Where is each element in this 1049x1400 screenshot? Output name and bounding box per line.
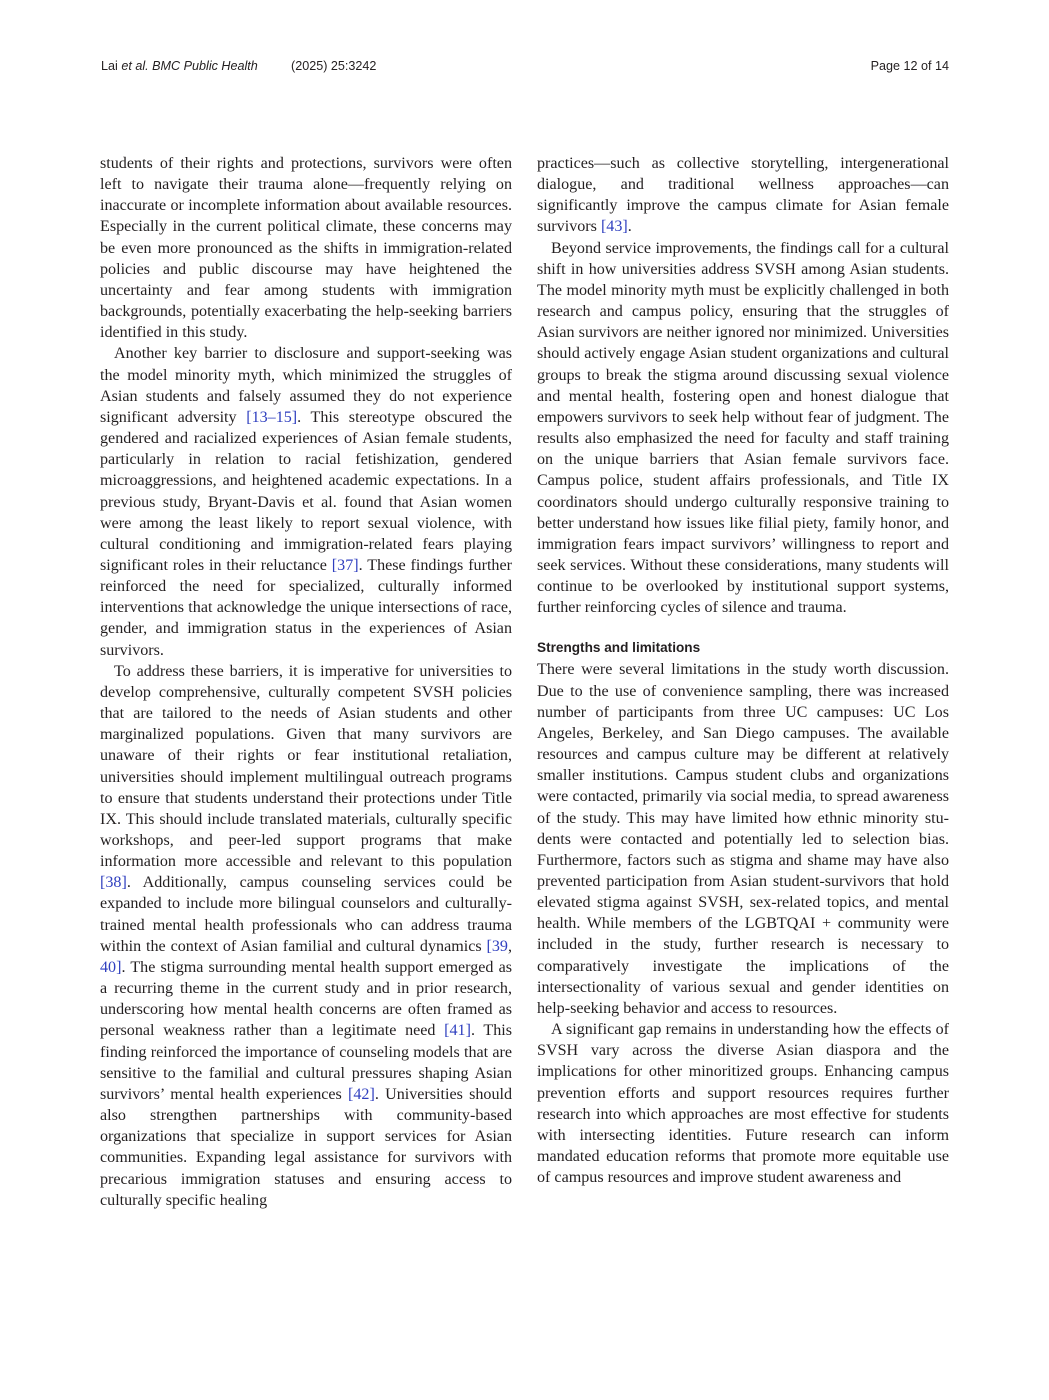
text-run: . These findings further reinforced the need for specialized, culturally informed interventions that acknowledge the unique intersections of race, gender, and immigration status in the experiences of Asian survivors. [100,556,512,659]
paragraph: A significant gap remains in understanding how the effects of SVSH vary across the diverse Asian diaspora and the implications for other minoritized groups. Enhancing campus prevention efforts and support resources requires further research into which approaches are most effective for students with intersecting identities. Future research can inform mandated education reforms that promote more equitable use of campus resources and improve student awareness and [537,1021,949,1187]
citation-link[interactable]: [38] [100,874,127,892]
citation-link[interactable]: 40] [100,958,122,976]
header-author: Lai [101,59,122,73]
header-etal: et al. [121,59,149,73]
right-column [537,153,949,1188]
citation-link[interactable]: [41] [444,1022,471,1040]
citation-link[interactable]: [42] [348,1085,375,1103]
text-run: . This finding reinforced the importance of counseling models that are sensitive to the familial and cultural pressures shaping Asian survivors’ mental health experiences [100,1022,512,1103]
paragraph [100,661,512,1211]
paragraph: students of their rights and protections, survivors were often left to navigate their trauma alone—frequently relying on inaccurate or incomplete information about available resources. Especially in the current political climate, these concerns may be even more pronounced as the shifts in immigration-related policies and public discourse may have heightened the uncertainty and fear among students with immigration backgrounds, potentially exacerbating the help-seeking barriers identified in this study. [100,155,512,342]
text-run: . Additionally, campus counseling services could be expanded to include more bilingual counselors and culturally-trained mental health professionals who can address trauma within the context of Asian familial and cultural dynamics [100,874,512,955]
text-run: practices—such as collective storytelling, intergenerational dialogue, and traditional wellness approaches—can significantly improve the campus climate for Asian female survivors [537,155,949,236]
header-year-volume: (2025) 25:3242 [291,59,377,73]
header-journal: BMC Public Health [148,59,258,73]
citation-link[interactable]: [37] [331,556,359,574]
paragraph [537,153,949,238]
text-run: Another key barrier to disclosure and support-seeking was the model minority myth, which minimized the struggles of Asian students and falsely assumed they do not experience significant adversity [100,345,512,426]
text-run: . Universities should also strengthen partnerships with community-based organizations that specialize in support services for Asian communities. Expanding legal assistance for survivors with precarious immigration statuses and ensuring access to culturally specific healing [100,1085,513,1209]
section-heading: Strengths and limitations [537,640,701,656]
text-run: To address these barriers, it is imperative for universities to develop comprehensive, culturally competent SVSH policies that are tailored to the needs of Asian students and other marginalized populations. Given that many survivors are unaware of their rights or fear institutional retaliation, universities should implement multilingual outreach programs to ensure that students understand their protections under Title IX. This should include translated materials, culturally specific workshops, and peer-led support programs that make information more accessible and relevant to this population [100,662,512,871]
citation-link[interactable]: [13–15] [246,408,298,426]
header-page-number: Page 12 of 14 [870,59,949,73]
text-run: . The stigma surrounding mental health support emerged as a recurring theme in the current study and in prior research, underscoring how mental health concerns are often framed as personal weakness rather than a legitimate need [100,958,512,1040]
paragraph: Beyond service improvements, the findings call for a cultural shift in how universities address SVSH among Asian students. The model minority myth must be explicitly challenged in both research and campus policy, ensuring that the struggles of Asian survivors are neither ignored nor minimized. Universities should actively engage Asian student organizations and cultural groups to break the stigma around discussing sexual violence and mental health, fostering open and honest dialogue that empowers survivors to seek help without fear of judgment. The results also emphasized the need for faculty and staff training on the unique barriers that Asian female survivors face. Campus police, student affairs professionals, and Title IX coordinators should undergo culturally responsive training to better understand how issues like filial piety, family honor, and immigration fears impact survivors’ willingness to report and seek services. Without these considerations, many students will continue to be overlooked by institutional support systems, further reinforcing cycles of silence and trauma. [537,239,949,617]
citation-link[interactable]: [43] [600,218,628,236]
header-citation [101,59,258,73]
text-run: . This stereotype obscured the gendered and racialized experiences of Asian female students, particularly in relation to racial fetishization, gendered microaggressions, and heightened academic expectations. In a previous study, Bryant-Davis et al. found that Asian women were among the least likely to report sexual violence, with cultural conditioning and immigration-related fears playing significant roles in their reluctance [100,408,512,574]
text-run: . [627,218,632,236]
citation-link[interactable]: [39 [486,937,508,955]
paragraph: There were several limitations in the study worth discussion. Due to the use of convenience sampling, there was increased number of participants from three UC campuses: UC Los Angeles, Berkeley, and San Diego campuses. The available resources and campus culture may be different at relatively smaller institutions. Campus student clubs and organizations were contacted, primarily via social media, to spread awareness of the study. This may have limited how ethnic minority students were contacted and potentially led to selection bias. Furthermore, factors such as stigma and shame may have also prevented participation from Asian student-survivors that hold elevated stigma against SVSH, sex-related topics, and mental health. While members of the LGBTQAI + community were included in the study, further research is necessary to comparatively investigate the implications of the intersectionality of various sexual and gender identities on help-seeking behavior and access to resources. [537,661,949,1017]
left-column [100,153,512,1211]
paragraph [100,343,512,660]
text-run: , [507,937,512,955]
running-header [101,59,949,75]
